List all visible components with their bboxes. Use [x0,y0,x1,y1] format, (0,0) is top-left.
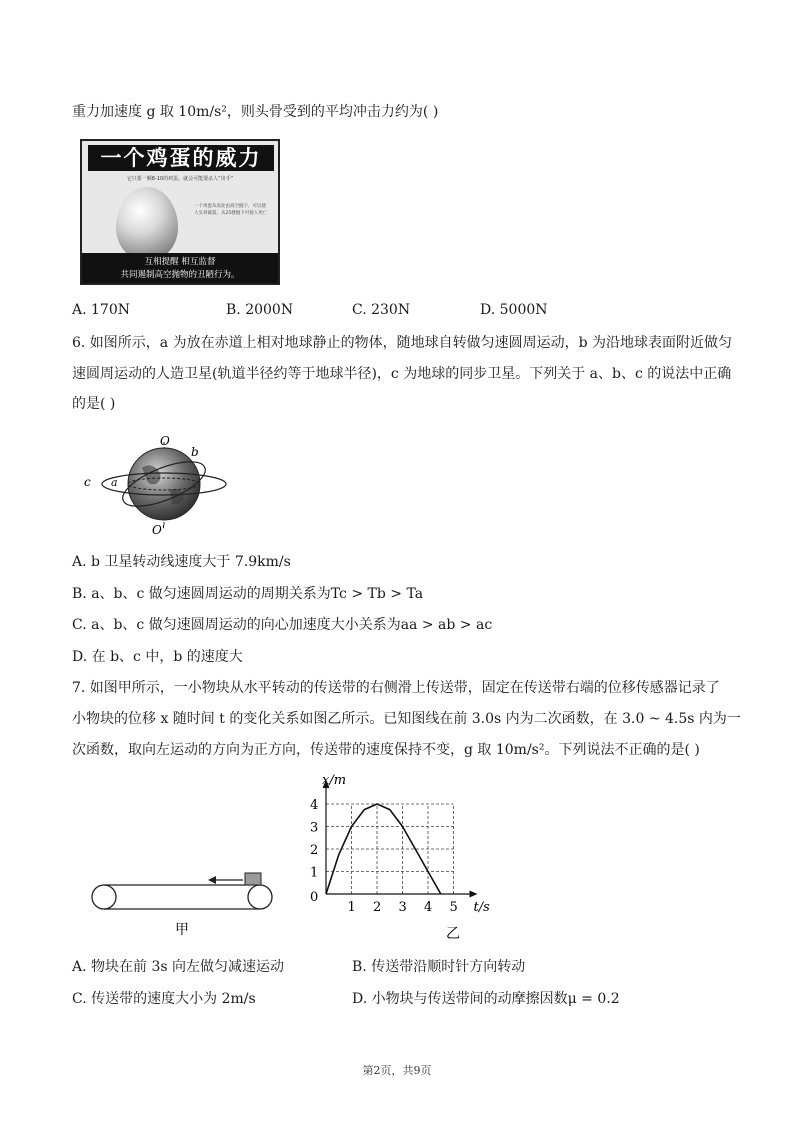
earth-globe [128,448,200,520]
q5-option-a: A. 170N [72,302,130,318]
q5-option-c: C. 230N [352,302,411,318]
poster-bottom-line1: 互相提醒 相互监督 [144,257,216,267]
egg-icon [116,187,178,261]
x-tick-label: 1 [347,900,356,915]
q6-stem-line-3: 的是( ) [72,396,116,412]
y-axis-label: x/m [322,773,347,788]
poster-title: 一个鸡蛋的威力 [88,145,274,171]
q6-option-c: C. a、b、c 做匀速圆周运动的向心加速度大小关系为aa > ab > ac [72,617,493,633]
q6-stem-line-2: 速圆周运动的人造卫星(轨道半径约等于地球半径)，c 为地球的同步卫星。下列关于 a、b、c 的说法中正确 [72,366,732,382]
poster-bottom-banner [82,253,278,285]
left-pulley [92,885,116,909]
x-t-chart [296,772,506,944]
q7-stem-line-2: 小物块的位移 x 随时间 t 的变化关系如图乙所示。已知图线在前 3.0s 内为二次函数，在 3.0 ~ 4.5s 内为一 [72,711,741,727]
right-pulley [248,885,272,909]
x-tick-label: 3 [398,900,407,915]
label-o-prime: O' [152,523,166,537]
y-tick-label: 4 [310,798,319,813]
chart-axes [322,773,490,915]
poster-subtitle: 它只要一颗8-10的鸡蛋，就会可能要杀人“出手” [126,176,234,182]
poster-bottom-line2: 共同遏制高空抛物的丑陋行为。 [120,270,240,280]
block [245,873,261,885]
label-b: b [191,445,199,459]
earth-orbit-diagram [80,428,230,540]
poster-body: 一个鸡蛋从高处由高空抛下，可以使人头骨破裂，从25楼抛下可使人死亡 [194,204,268,216]
y-tick-label: 1 [310,865,319,881]
y-tick-label: 0 [310,890,319,905]
x-axis-arrow-icon [470,891,478,898]
q5-option-b: B. 2000N [226,302,294,318]
x-axis-label: t/s [473,900,490,915]
x-tick-label: 2 [373,900,382,915]
x-tick-label: 5 [449,900,458,915]
y-tick-label: 2 [310,843,319,858]
q7-option-a: A. 物块在前 3s 向左做匀减速运动 [72,959,285,975]
q7-option-d: D. 小物块与传送带间的动摩擦因数μ = 0.2 [352,991,620,1007]
q6-option-a: A. b 卫星转动线速度大于 7.9km/s [72,554,291,570]
page-footer: 第2页，共9页 [362,1064,432,1077]
q7-option-c: C. 传送带的速度大小为 2m/s [72,991,256,1007]
chart-ticks [310,798,458,915]
egg-poster-image [80,139,280,285]
q6-stem-line-1: 6. 如图所示，a 为放在赤道上相对地球静止的物体，随地球自转做匀速圆周运动，b 为沿地球表面附近做匀 [72,335,733,351]
arrow-left-icon [208,876,216,884]
label-c: c [84,475,91,489]
fig-jia-label: 甲 [175,922,189,936]
q6-option-d: D. 在 b、c 中，b 的速度大 [72,649,243,665]
x-tick-label: 4 [424,900,433,915]
fig-yi-label: 乙 [446,926,460,942]
y-tick-label: 3 [310,820,319,836]
q5-stem: 重力加速度 g 取 10m/s²，则头骨受到的平均冲击力约为( ) [72,104,439,120]
chart-grid [326,804,454,894]
q7-stem-line-1: 7. 如图甲所示，一小物块从水平转动的传送带的右侧滑上传送带，固定在传送带右端的位移传感器记录了 [72,680,720,696]
q5-option-d: D. 5000N [480,302,548,318]
label-a: a [111,476,118,489]
q7-stem-line-3: 次函数，取向左运动的方向为正方向，传送带的速度保持不变，g 取 10m/s²。下列说法不正确的是( ) [72,742,700,758]
conveyor-belt-diagram [88,866,278,936]
label-o: O [160,434,170,448]
q7-option-b: B. 传送带沿顺时针方向转动 [352,959,526,975]
q6-option-b: B. a、b、c 做匀速圆周运动的周期关系为Tc > Tb > Ta [72,586,424,602]
